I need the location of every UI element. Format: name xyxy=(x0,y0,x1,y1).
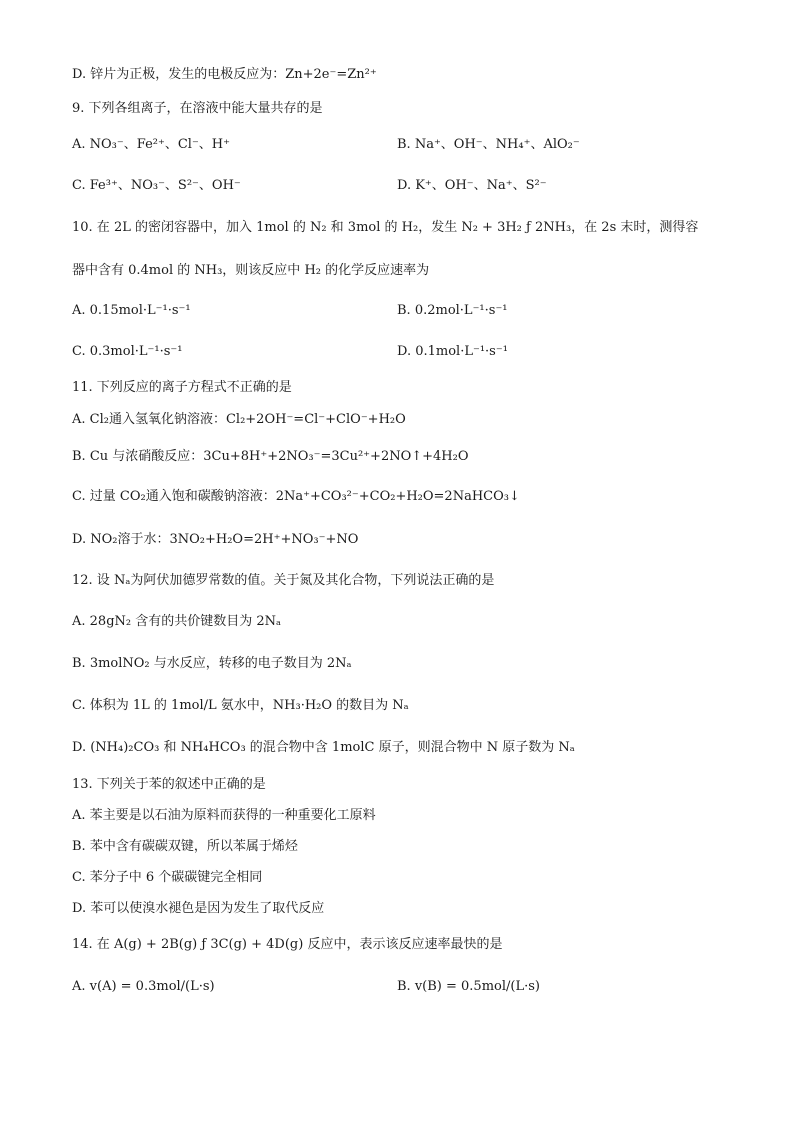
q10-option-c: C. 0.3mol·L⁻¹·s⁻¹ xyxy=(72,344,183,359)
q10-option-a: A. 0.15mol·L⁻¹·s⁻¹ xyxy=(72,303,191,318)
q9-stem: 9. 下列各组离子，在溶液中能大量共存的是 xyxy=(72,101,323,116)
q12-option-d: D. (NH₄)₂CO₃ 和 NH₄HCO₃ 的混合物中含 1molC 原子，则混合物中 N 原子数为 Nₐ xyxy=(72,740,575,755)
q8-option-d: D. 锌片为正极，发生的电极反应为：Zn+2e⁻=Zn²⁺ xyxy=(72,67,377,82)
q9-option-c: C. Fe³⁺、NO₃⁻、S²⁻、OH⁻ xyxy=(72,178,241,193)
q10-option-d: D. 0.1mol·L⁻¹·s⁻¹ xyxy=(397,344,508,359)
q11-option-d: D. NO₂溶于水：3NO₂+H₂O=2H⁺+NO₃⁻+NO xyxy=(72,532,359,547)
q14-option-b: B. v(B) = 0.5mol/(L·s) xyxy=(397,979,540,994)
q11-option-c: C. 过量 CO₂通入饱和碳酸钠溶液：2Na⁺+CO₃²⁻+CO₂+H₂O=2NaHCO₃↓ xyxy=(72,489,520,504)
q12-option-b: B. 3molNO₂ 与水反应，转移的电子数目为 2Nₐ xyxy=(72,656,352,671)
q11-option-a: A. Cl₂通入氢氧化钠溶液：Cl₂+2OH⁻=Cl⁻+ClO⁻+H₂O xyxy=(72,412,406,427)
q12-option-c: C. 体积为 1L 的 1mol/L 氨水中，NH₃·H₂O 的数目为 Nₐ xyxy=(72,698,409,713)
q13-option-b: B. 苯中含有碳碳双键，所以苯属于烯烃 xyxy=(72,839,298,854)
q12-option-a: A. 28gN₂ 含有的共价键数目为 2Nₐ xyxy=(72,614,282,629)
q10-option-b: B. 0.2mol·L⁻¹·s⁻¹ xyxy=(397,303,508,318)
q13-option-a: A. 苯主要是以石油为原料而获得的一种重要化工原料 xyxy=(72,808,376,823)
q12-stem: 12. 设 Nₐ为阿伏加德罗常数的值。关于氮及其化合物，下列说法正确的是 xyxy=(72,573,495,588)
q14-option-a: A. v(A) = 0.3mol/(L·s) xyxy=(72,979,215,994)
q11-option-b: B. Cu 与浓硝酸反应：3Cu+8H⁺+2NO₃⁻=3Cu²⁺+2NO↑+4H₂O xyxy=(72,449,469,464)
q14-stem: 14. 在 A(g) + 2B(g) ƒ 3C(g) + 4D(g) 反应中，表示该反应速率最快的是 xyxy=(72,937,503,952)
q11-stem: 11. 下列反应的离子方程式不正确的是 xyxy=(72,380,292,395)
q9-option-a: A. NO₃⁻、Fe²⁺、Cl⁻、H⁺ xyxy=(72,137,230,152)
q10-stem-line2: 器中含有 0.4mol 的 NH₃，则该反应中 H₂ 的化学反应速率为 xyxy=(72,263,430,278)
q13-option-d: D. 苯可以使溴水褪色是因为发生了取代反应 xyxy=(72,901,325,916)
q9-option-d: D. K⁺、OH⁻、Na⁺、S²⁻ xyxy=(397,178,547,193)
q9-option-b: B. Na⁺、OH⁻、NH₄⁺、AlO₂⁻ xyxy=(397,137,580,152)
q13-stem: 13. 下列关于苯的叙述中正确的是 xyxy=(72,777,266,792)
q13-option-c: C. 苯分子中 6 个碳碳键完全相同 xyxy=(72,870,263,885)
q10-stem-line1: 10. 在 2L 的密闭容器中，加入 1mol 的 N₂ 和 3mol 的 H₂，发生 N₂ + 3H₂ ƒ 2NH₃，在 2s 末时，测得容 xyxy=(72,220,699,235)
